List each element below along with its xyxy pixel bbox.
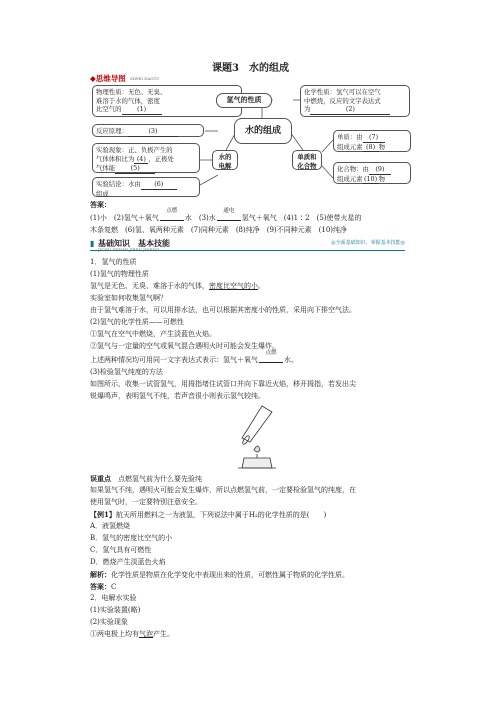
phenomena-box: 实验现象：正、负极产生的 气体体积比为 (4) ，正极处 气体能 (5) (92, 143, 200, 173)
key-label: 误重点 (90, 474, 111, 483)
section-1-1: (1)氢气的物理性质 (90, 270, 149, 278)
chemical-property-box: 化学性质：氢气可以在空气 中燃烧，反应的文字表达式 为 (2) (300, 85, 410, 117)
banner-right: ◎全面基础知识、掌握基本技能◎ (331, 240, 405, 246)
answer-collect: 由于氢气难溶于水，可以用排水法，也可以根据其密度小的性质，采用向下排空气法。 (90, 306, 356, 314)
physical-property-box: 物理性质：无色、无臭、 难溶于水的气体，密度 比空气的 (1) (92, 85, 242, 117)
example-1: 【例1】航天所用燃料之一为液氢，下列说法中属于H₂的化学性质的是( ) (90, 510, 327, 519)
section-1-3: (3)检验氢气纯度的方法 (90, 368, 163, 376)
combustion-point-1: ①氢气在空气中燃烧，产生淡蓝色火焰。 (90, 330, 216, 338)
key-text-1: 如果氢气不纯，遇明火可能会发生爆炸，所以点燃氢气前，一定要检验氢气的纯度，在 (90, 486, 356, 494)
hydrogen-properties-node: 氢气的性质 (216, 93, 272, 108)
answers-line-2: 木条复燃 (6)氢、氧两种元素 (7)同种元素 (8)纯净 (9)不同种元素 (10)纯净 (90, 226, 348, 234)
page-title: 课题3 水的组成 (212, 63, 289, 74)
elements-compounds-node: 单质和 化合物 (292, 150, 322, 170)
section-1-2: (2)氢气的化学性质——可燃性 (90, 318, 184, 326)
physical-property-text: 氢气是无色、无臭、难溶于水的气体，密度比空气的小。 (90, 282, 265, 290)
banner-mid: 基本技能 (138, 238, 170, 248)
banner-pinyin: JICHU ZHISHI JIBEN JINENG (98, 247, 160, 252)
compound-box: 化合物：由 (9) 组成元素(10)物 (333, 162, 411, 184)
option-b: B．氢气的密度比空气的小 (90, 534, 173, 542)
purity-text-b: 锐爆鸣声，表明氢气不纯，若声音很小则表示氢气较纯。 (90, 392, 265, 400)
explanation: 解析：化学性质是物质在化学变化中表现出来的性质，可燃性属于物质的化学性质。 (90, 570, 349, 579)
reaction-principle-box: 反应原理： (3) (92, 124, 204, 137)
answers-label: 答案： (90, 200, 111, 209)
section-1-heading: 1．氢气的性质 (90, 258, 137, 266)
example-answer: 答案：C (90, 582, 117, 591)
key-text-2: 使用氢气时，一定要特别注意安全。 (90, 498, 202, 506)
section-2-3: ①两电极上均有气泡产生。 (90, 630, 174, 638)
ignite-arrow: 点燃 (159, 214, 185, 224)
question-collect: 实验室如何收集氢气啊？ (90, 294, 167, 302)
conclusion-box: 实验结论：水由 (6) 组成 (92, 177, 200, 197)
answers-line-1: (1)小 (2)氢气＋氧气 点燃 水 (3)水 通电 氢气＋氧气 (4)1∶2 (5)使带火星的 (90, 208, 362, 222)
key-point: 误重点 点燃氢气前为什么要先验纯 (90, 474, 202, 483)
mind-map-label: ◆思维导图 (90, 74, 126, 83)
option-c: C．氢气具有可燃性 (90, 546, 152, 554)
mind-map-pinyin: SIWEI DAOTU (130, 76, 160, 81)
combustion-point-2: ②氢气与一定量的空气或氧气混合遇明火时可能会发生爆炸。 (90, 342, 279, 350)
single-substance-box: 单质：由 (7) 组成元素 (8) 物 (333, 130, 411, 152)
section-banner (90, 237, 405, 251)
banner-icon: ▮ (90, 238, 95, 248)
purity-text-a: 如图所示，收集一试管氢气，用拇指堵住试管口并向下靠近火焰，移开拇指，若发出尖 (90, 380, 356, 388)
section-2-1: (1)实验装置(略) (90, 606, 141, 614)
word-equation: 上述两种情况均可用同一文字表达式表示：氢气＋氧气 点燃 水。 (90, 350, 298, 364)
banner-left: 基础知识 (98, 238, 130, 248)
electrify-arrow: 通电 (216, 214, 242, 224)
option-a: A．液氢燃烧 (90, 522, 131, 530)
ignite-arrow-2: 点燃 (258, 356, 284, 366)
water-composition-node: 水的组成 (234, 118, 292, 144)
section-2-heading: 2．电解水实验 (90, 594, 137, 602)
option-d: D．燃烧产生淡蓝色火焰 (90, 558, 166, 566)
purity-test-illustration (224, 402, 284, 472)
electrolysis-node: 水的 电解 (212, 150, 238, 170)
section-2-2: (2)实验现象 (90, 618, 128, 626)
